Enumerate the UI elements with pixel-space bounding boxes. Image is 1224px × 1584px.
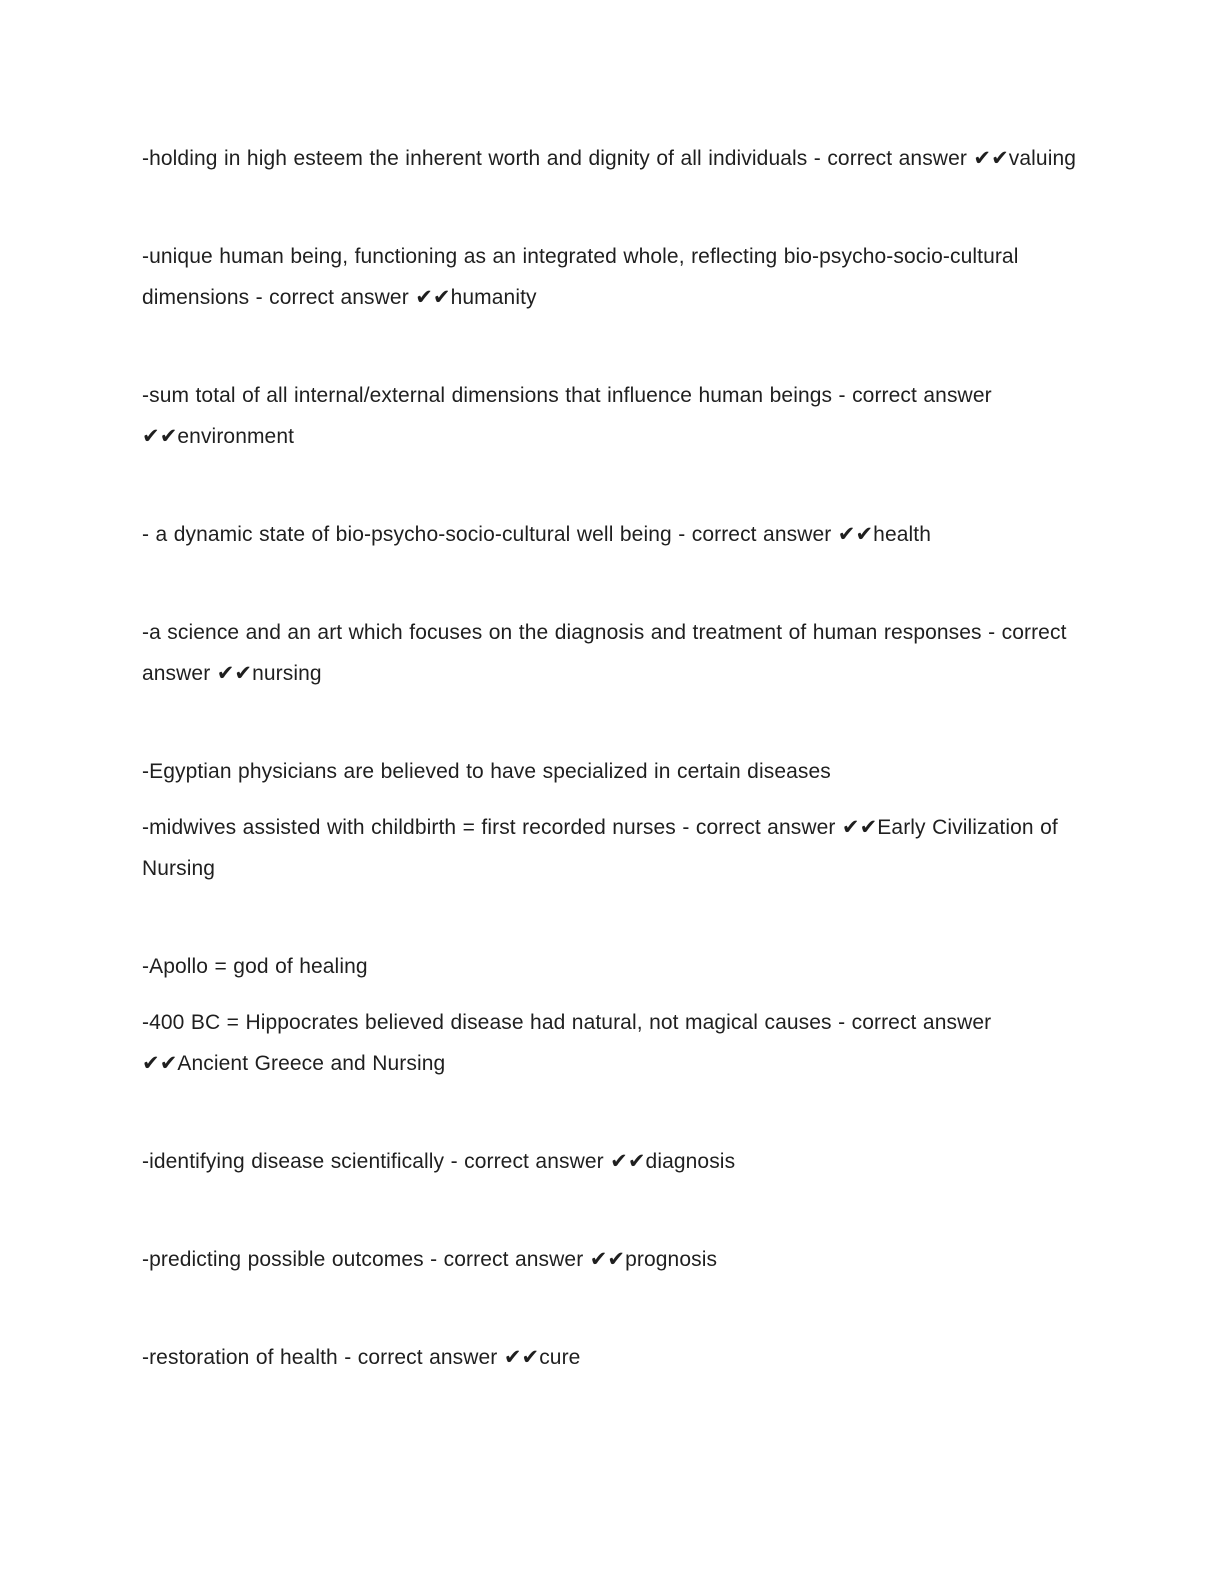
qa-block — [142, 751, 1084, 889]
qa-paragraph: -restoration of health - correct answer ✔✔cure — [142, 1346, 581, 1369]
qa-block — [142, 514, 1084, 555]
qa-paragraph: -midwives assisted with childbirth = first recorded nurses - correct answer ✔✔Early Civilization of Nursing — [142, 816, 1058, 880]
qa-paragraph: -400 BC = Hippocrates believed disease had natural, not magical causes - correct answer ✔✔Ancient Greece and Nursing — [142, 1011, 992, 1075]
qa-paragraph: -a science and an art which focuses on the diagnosis and treatment of human responses - correct answer ✔✔nursing — [142, 621, 1067, 685]
qa-paragraph: -Apollo = god of healing — [142, 955, 368, 978]
qa-block — [142, 375, 1084, 457]
qa-paragraph: -Egyptian physicians are believed to have specialized in certain diseases — [142, 760, 831, 783]
qa-paragraph: -sum total of all internal/external dimensions that influence human beings - correct answer ✔✔environment — [142, 384, 992, 448]
qa-block — [142, 612, 1084, 694]
qa-block — [142, 1141, 1084, 1182]
qa-block — [142, 1337, 1084, 1378]
qa-paragraph: -unique human being, functioning as an integrated whole, reflecting bio-psycho-socio-cultural dimensions - correct answer ✔✔humanity — [142, 245, 1019, 309]
qa-block — [142, 1239, 1084, 1280]
qa-paragraph: -identifying disease scientifically - correct answer ✔✔diagnosis — [142, 1150, 736, 1173]
qa-block — [142, 138, 1084, 179]
qa-paragraph: -holding in high esteem the inherent worth and dignity of all individuals - correct answer ✔✔valuing — [142, 147, 1077, 170]
qa-block — [142, 946, 1084, 1084]
qa-paragraph: - a dynamic state of bio-psycho-socio-cultural well being - correct answer ✔✔health — [142, 523, 931, 546]
qa-block — [142, 236, 1084, 318]
qa-paragraph: -predicting possible outcomes - correct answer ✔✔prognosis — [142, 1248, 718, 1271]
